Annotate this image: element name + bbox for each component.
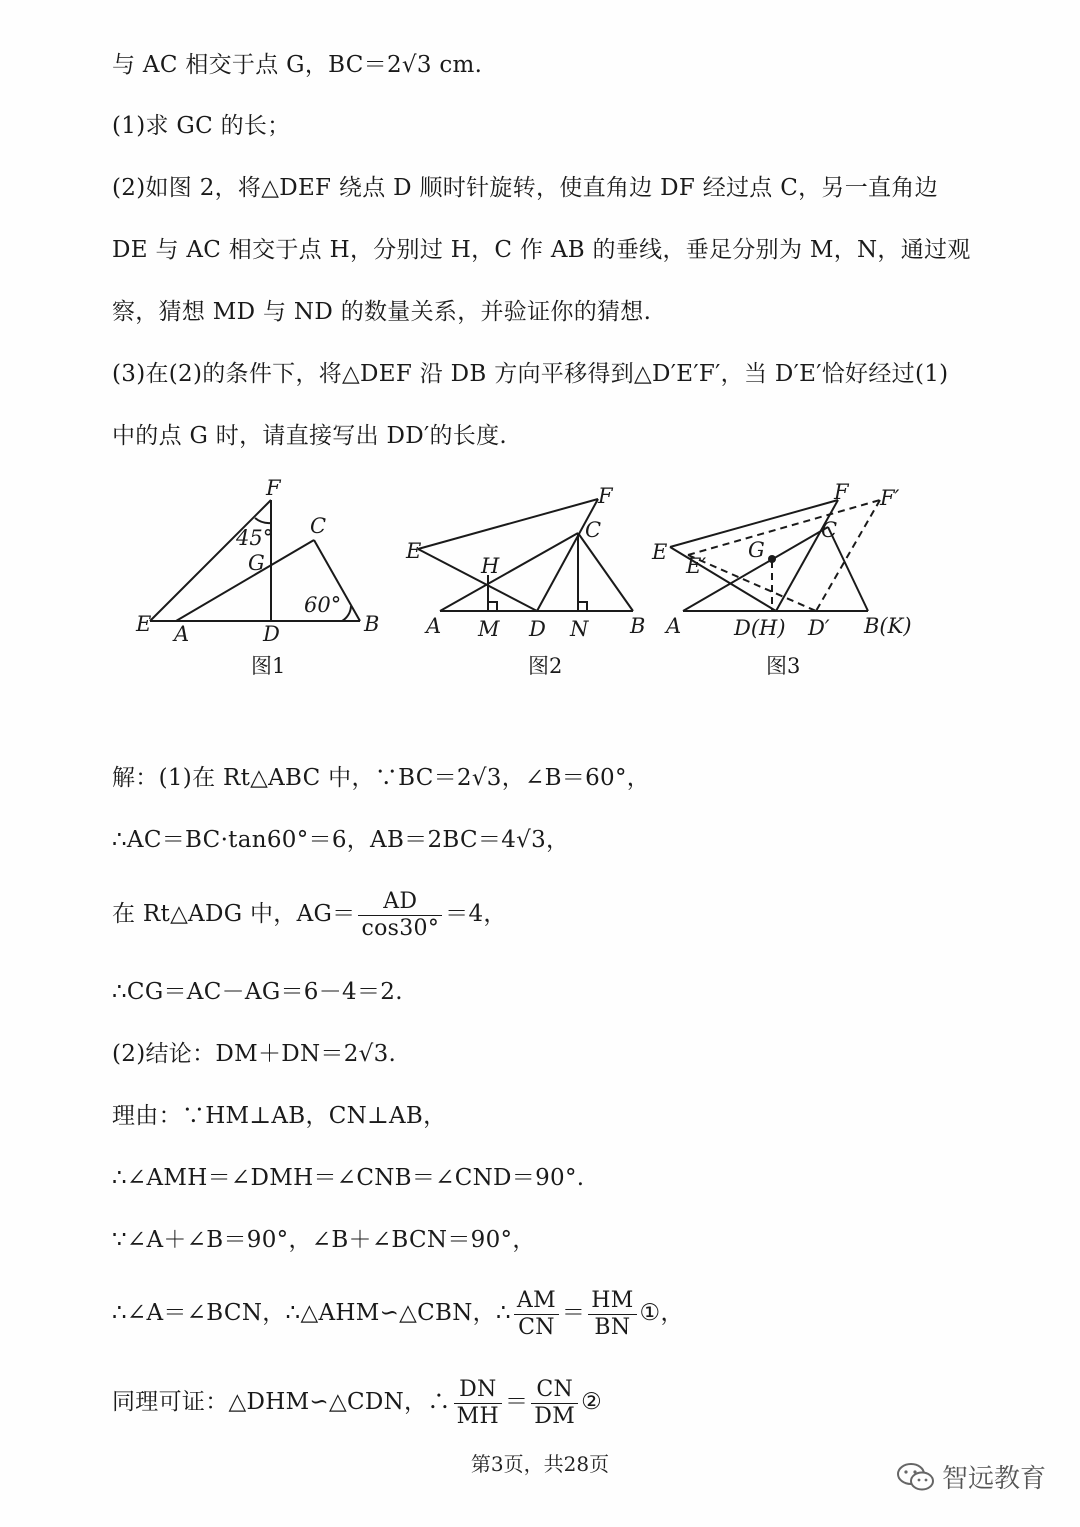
point-g-dot [768,555,776,563]
problem-line-6: (3)在(2)的条件下，将△DEF 沿 DB 方向平移得到△D′E′F′，当 D′E′恰好经过(1) [112,361,949,387]
solution-line-7: ∴∠AMH＝∠DMH＝∠CNB＝∠CND＝90°. [112,1165,585,1191]
fig2-label-e: E [406,539,422,563]
solution-line-10-suffix: ② [581,1389,602,1415]
fig1-label-angle60: 60° [304,593,342,617]
figure-2 [418,499,633,611]
equals-sign: ＝ [561,1300,586,1326]
fraction-denominator: CN [518,1314,555,1340]
solution-line-3-suffix: ＝4， [445,901,507,927]
solution-line-3 [112,888,507,942]
fig1-label-d: D [263,622,280,646]
fig2-label-n: N [570,617,589,641]
fig3-label-e-prime: E′ [686,554,707,578]
fig2-label-m: M [478,617,500,641]
solution-line-5: (2)结论：DM＋DN＝2√3. [112,1041,397,1067]
fraction-am-cn [514,1288,559,1341]
fig1-caption: 图1 [251,654,286,678]
problem-line-3: (2)如图 2，将△DEF 绕点 D 顺时针旋转，使直角边 DF 经过点 C，另一直角边 [112,175,938,201]
solution-line-10-prefix: 同理可证：△DHM∽△CDN，∴ [112,1389,451,1415]
problem-line-1: 与 AC 相交于点 G，BC＝2√3 cm. [112,52,483,78]
fig1-label-f: F [266,476,281,500]
geometry-figures [128,475,928,690]
problem-line-2: (1)求 GC 的长； [112,113,291,139]
equals-sign: ＝ [504,1389,529,1415]
solution-line-2: ∴AC＝BC·tan60°＝6，AB＝2BC＝4√3， [112,827,570,853]
fraction-cn-dm [531,1377,578,1430]
solution-line-3-prefix: 在 Rt△ADG 中，AG＝ [112,901,356,927]
fraction-numerator: HM [588,1288,636,1315]
solution-line-6: 理由：∵HM⊥AB，CN⊥AB， [112,1103,447,1129]
problem-line-7: 中的点 G 时，请直接写出 DD′的长度. [112,423,508,449]
fig1-label-c: C [310,514,327,538]
fig3-caption: 图3 [766,654,801,678]
watermark-text: 智远教育 [941,1464,1046,1494]
problem-line-5: 察，猜想 MD 与 ND 的数量关系，并验证你的猜想. [112,299,652,325]
fig1-label-e: E [136,612,152,636]
fig2-label-a: A [426,614,442,638]
fig2-label-c: C [585,518,602,542]
figures-svg [128,475,928,690]
solution-line-9-suffix: ①， [639,1300,684,1326]
fig1-label-g: G [248,551,265,575]
fig3-label-d-h: D(H) [734,616,786,640]
solution-line-4: ∴CG＝AC－AG＝6－4＝2. [112,979,403,1005]
page-footer: 第3页，共28页 [470,1452,610,1476]
fraction-dn-mh [454,1377,502,1430]
fig3-label-e: E [652,540,668,564]
fig2-label-f: F [598,484,613,508]
fig1-label-a: A [174,622,190,646]
fraction-ad-cos30 [358,889,442,942]
solution-line-9 [112,1287,684,1341]
fig3-label-a: A [666,614,682,638]
fraction-hm-bn [588,1288,636,1341]
fig3-label-d-prime: D′ [808,616,830,640]
fraction-denominator: MH [456,1403,499,1429]
fig2-label-b: B [630,614,646,638]
fig2-label-d: D [529,617,546,641]
fig1-label-b: B [364,612,380,636]
fraction-numerator: DN [454,1377,502,1404]
fraction-numerator: AD [358,889,442,916]
fig3-label-c: C [821,518,838,542]
fig3-label-b-k: B(K) [864,614,912,638]
wechat-icon [896,1461,936,1493]
solution-line-8: ∵∠A＋∠B＝90°，∠B＋∠BCN＝90°， [112,1227,536,1253]
fraction-numerator: AM [514,1288,559,1315]
fig2-caption: 图2 [528,654,563,678]
solution-line-9-prefix: ∴∠A＝∠BCN，∴△AHM∽△CBN，∴ [112,1300,511,1326]
fraction-denominator: cos30° [361,915,440,941]
problem-line-4: DE 与 AC 相交于点 H，分别过 H，C 作 AB 的垂线，垂足分别为 M，N，通过观 [112,237,971,263]
watermark [896,1458,1046,1495]
fig3-label-f: F [834,480,849,504]
fig1-label-angle45: 45° [236,526,274,550]
fraction-numerator: CN [531,1377,578,1404]
solution-line-1: 解：(1)在 Rt△ABC 中，∵BC＝2√3，∠B＝60°， [112,765,651,791]
fig3-label-g: G [748,538,765,562]
fraction-denominator: BN [594,1314,631,1340]
fraction-denominator: DM [534,1403,576,1429]
fig2-label-h: H [481,554,500,578]
solution-line-10 [112,1376,602,1430]
fig3-label-f-prime: F′ [880,486,900,510]
